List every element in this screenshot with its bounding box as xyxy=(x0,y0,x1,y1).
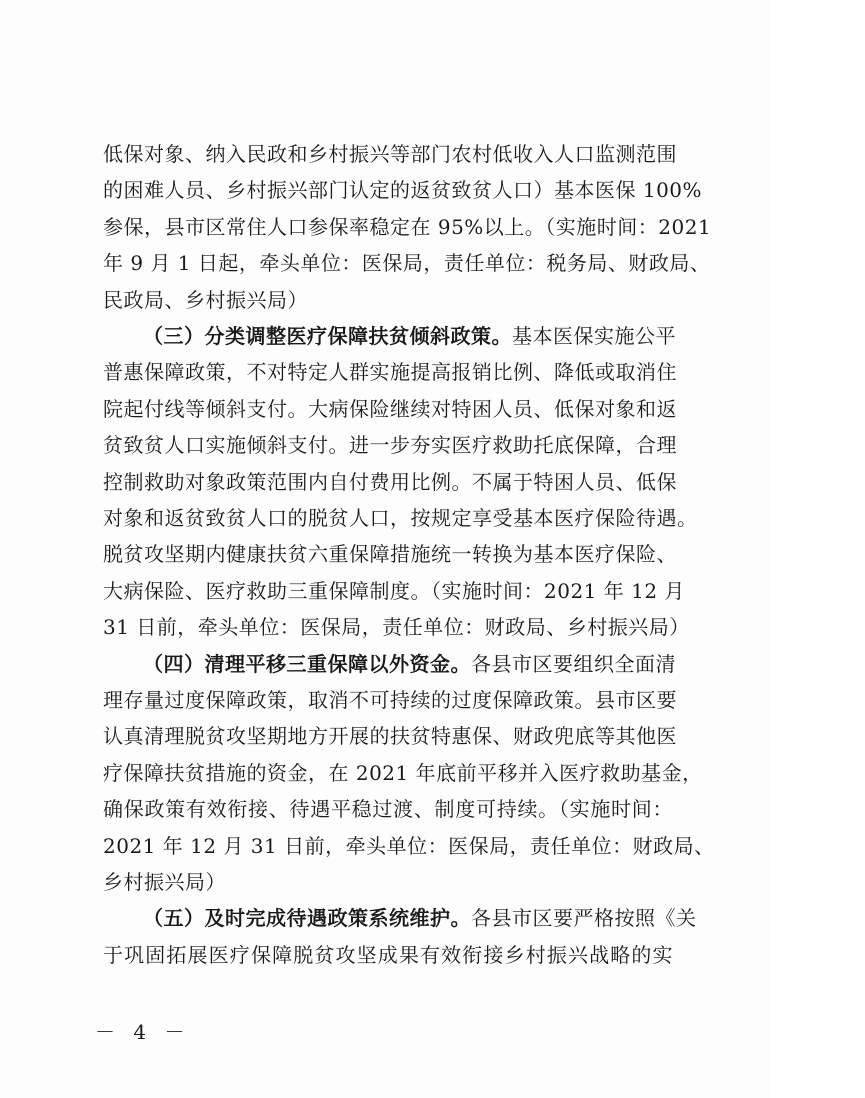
section-4-first-tail: 各县市区要组织全面清 xyxy=(471,652,676,676)
paragraph-line: 脱贫攻坚期内健康扶贫六重保障措施统一转换为基本医疗保险、 xyxy=(103,542,677,566)
paragraph-line: 对象和返贫致贫人口的脱贫人口，按规定享受基本医疗保险待遇。 xyxy=(103,506,698,530)
paragraph-line: 参保，县市区常住人口参保率稳定在 95%以上。（实施时间：2021 xyxy=(103,215,712,239)
paragraph-line: 理存量过度保障政策，取消不可持续的过度保障政策。县市区要 xyxy=(103,688,677,712)
paragraph-line: 年 9 月 1 日起，牵头单位：医保局，责任单位：税务局、财政局、 xyxy=(103,251,711,275)
paragraph-line: 2021 年 12 月 31 日前，牵头单位：医保局，责任单位：财政局、 xyxy=(103,834,715,858)
paragraph-line: 大病保险、医疗救助三重保障制度。（实施时间：2021 年 12 月 xyxy=(103,579,685,603)
paragraph-line: 贫致贫人口实施倾斜支付。进一步夯实医疗救助托底保障，合理 xyxy=(103,433,677,457)
section-4-first-line xyxy=(143,652,676,676)
section-4-heading: （四）清理平移三重保障以外资金。 xyxy=(143,652,471,676)
page-number: － 4 － xyxy=(95,1020,191,1044)
section-3-first-line xyxy=(143,324,676,348)
paragraph-line: 疗保障扶贫措施的资金，在 2021 年底前平移并入医疗救助基金， xyxy=(103,761,703,785)
paragraph-line: 的困难人员、乡村振兴部门认定的返贫致贫人口）基本医保 100% xyxy=(103,178,703,202)
paragraph-line: 院起付线等倾斜支付。大病保险继续对特困人员、低保对象和返 xyxy=(103,397,677,421)
paragraph-line: 确保政策有效衔接、待遇平稳过渡、制度可持续。（实施时间： xyxy=(103,797,673,821)
paragraph-line: 普惠保障政策，不对特定人群实施提高报销比例、降低或取消住 xyxy=(103,360,677,384)
paragraph-line: 控制救助对象政策范围内自付费用比例。不属于特困人员、低保 xyxy=(103,470,677,494)
paragraph-line: 乡村振兴局） xyxy=(103,870,226,894)
section-5-first-tail: 各县市区要严格按照《关 xyxy=(471,906,697,930)
section-3-first-tail: 基本医保实施公平 xyxy=(512,324,676,348)
section-5-heading: （五）及时完成待遇政策系统维护。 xyxy=(143,906,471,930)
section-3-heading: （三）分类调整医疗保障扶贫倾斜政策。 xyxy=(143,324,512,348)
paragraph-line: 于巩固拓展医疗保障脱贫攻坚成果有效衔接乡村振兴战略的实 xyxy=(103,943,673,967)
paragraph-line: 认真清理脱贫攻坚期地方开展的扶贫特惠保、财政兜底等其他医 xyxy=(103,724,677,748)
paragraph-line: 31 日前，牵头单位：医保局，责任单位：财政局、乡村振兴局） xyxy=(103,615,690,639)
paragraph-line: 低保对象、纳入民政和乡村振兴等部门农村低收入人口监测范围 xyxy=(103,142,677,166)
section-5-first-line xyxy=(143,906,697,930)
paragraph-line: 民政局、乡村振兴局） xyxy=(103,288,308,312)
